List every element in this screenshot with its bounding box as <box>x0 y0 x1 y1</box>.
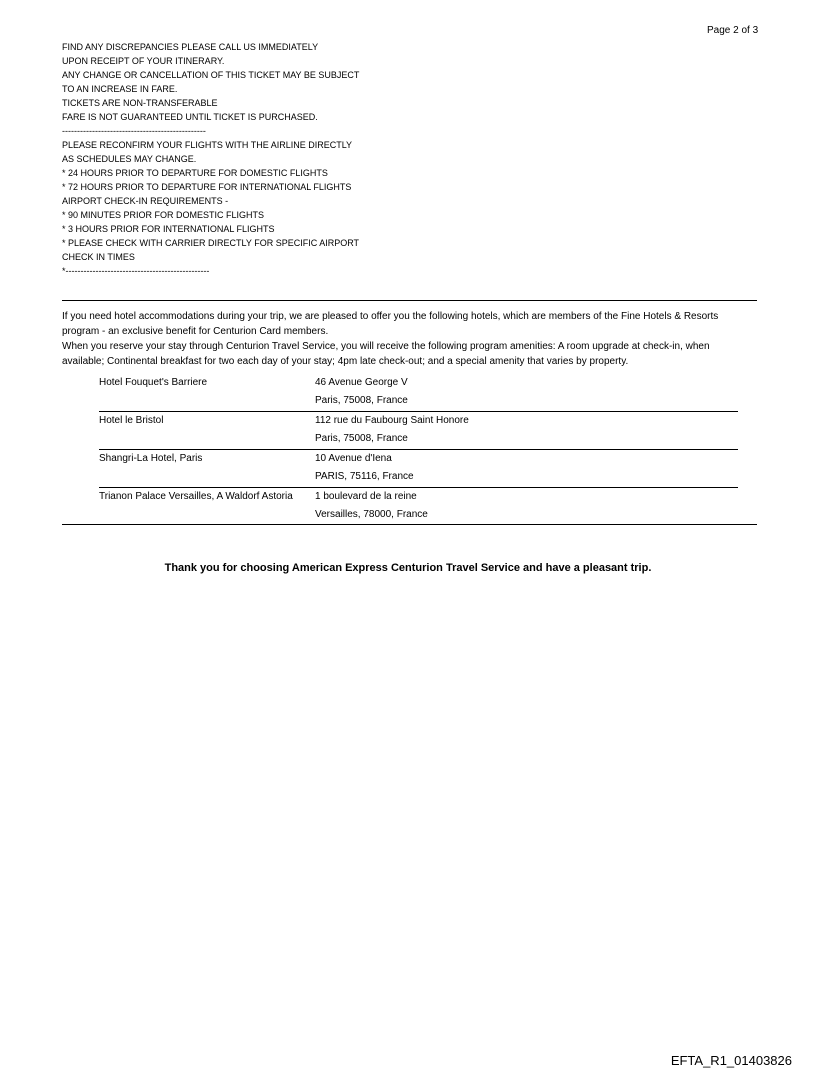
notice-line: FIND ANY DISCREPANCIES PLEASE CALL US IMMEDIATELY <box>62 42 319 52</box>
hotel-intro <box>62 309 752 369</box>
closing-message: Thank you for choosing American Express Centurion Travel Service and have a pleasant trip. <box>164 562 652 574</box>
hotel-city: Paris, 75008, France <box>315 433 408 444</box>
page-number: Page 2 of 3 <box>707 25 759 36</box>
hotel-city: Paris, 75008, France <box>315 395 408 406</box>
notice-line: AIRPORT CHECK-IN REQUIREMENTS - <box>62 196 229 206</box>
notice-separator: ------------------------------------------------ <box>62 126 206 136</box>
notice-line: * 72 HOURS PRIOR TO DEPARTURE FOR INTERNATIONAL FLIGHTS <box>62 182 352 192</box>
notice-line: TICKETS ARE NON-TRANSFERABLE <box>62 98 218 108</box>
hotel-name: Shangri-La Hotel, Paris <box>99 453 203 464</box>
hotel-city: Versailles, 78000, France <box>315 509 428 520</box>
notice-line: * 24 HOURS PRIOR TO DEPARTURE FOR DOMESTIC FLIGHTS <box>62 168 328 178</box>
notice-line: AS SCHEDULES MAY CHANGE. <box>62 154 197 164</box>
hotel-row <box>99 374 738 412</box>
notice-line: FARE IS NOT GUARANTEED UNTIL TICKET IS PURCHASED. <box>62 112 318 122</box>
hotel-name: Hotel le Bristol <box>99 415 164 426</box>
hotel-street: 112 rue du Faubourg Saint Honore <box>315 415 469 426</box>
notice-line: PLEASE RECONFIRM YOUR FLIGHTS WITH THE AIRLINE DIRECTLY <box>62 140 353 150</box>
notice-separator: *------------------------------------------------ <box>62 266 210 276</box>
notice-line: ANY CHANGE OR CANCELLATION OF THIS TICKET MAY BE SUBJECT <box>62 70 360 80</box>
hotel-row <box>99 412 738 450</box>
notice-line: * 3 HOURS PRIOR FOR INTERNATIONAL FLIGHTS <box>62 224 275 234</box>
hotel-street: 1 boulevard de la reine <box>315 491 417 502</box>
ticket-notices <box>62 40 462 278</box>
section-divider-top <box>62 300 757 301</box>
hotel-intro-paragraph: If you need hotel accommodations during your trip, we are pleased to offer you the following hotels, which are members of the Fine Hotels & Resorts program - an exclusive benefit for Centurion Card members. <box>62 311 719 337</box>
hotel-city: PARIS, 75116, France <box>315 471 414 482</box>
notice-line: * 90 MINUTES PRIOR FOR DOMESTIC FLIGHTS <box>62 210 265 220</box>
notice-line: * PLEASE CHECK WITH CARRIER DIRECTLY FOR SPECIFIC AIRPORT <box>62 238 360 248</box>
notice-line: TO AN INCREASE IN FARE. <box>62 84 178 94</box>
hotel-intro-paragraph: When you reserve your stay through Centurion Travel Service, you will receive the following program amenities: A room upgrade at check-in, when available; Continental breakfast for two each day of your stay; 4pm late check-out; and a special amenity that varies by property. <box>62 341 710 367</box>
hotel-street: 46 Avenue George V <box>315 377 408 388</box>
document-id: EFTA_R1_01403826 <box>670 1053 792 1068</box>
hotel-table <box>99 374 738 525</box>
hotel-row <box>99 450 738 488</box>
hotel-row <box>99 488 738 525</box>
notice-line: UPON RECEIPT OF YOUR ITINERARY. <box>62 56 225 66</box>
hotel-street: 10 Avenue d'Iena <box>315 453 392 464</box>
hotel-name: Hotel Fouquet's Barriere <box>99 377 208 388</box>
hotel-name: Trianon Palace Versailles, A Waldorf Astoria <box>99 491 293 502</box>
notice-line: CHECK IN TIMES <box>62 252 135 262</box>
section-divider-bottom <box>62 524 757 525</box>
